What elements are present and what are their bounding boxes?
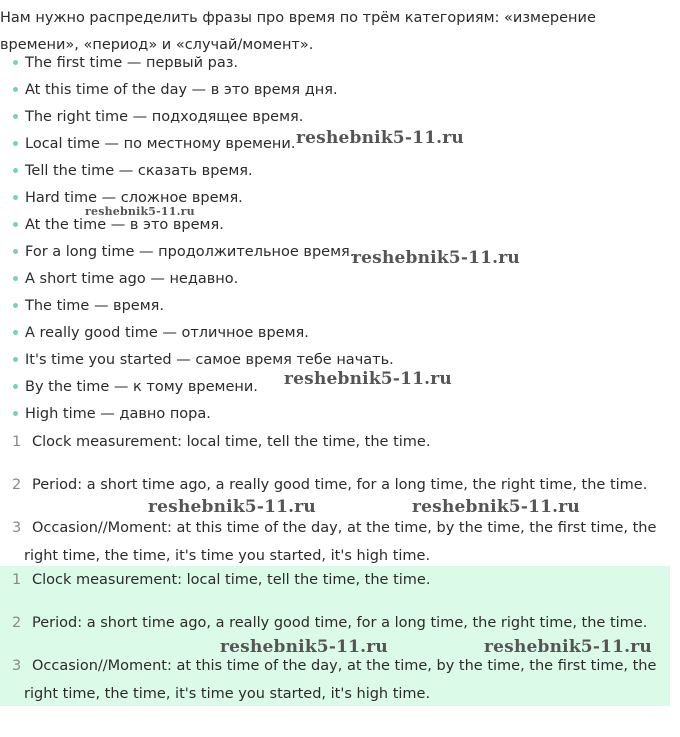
watermark: reshebnik5-11.ru (352, 248, 520, 268)
answer-number: 2 (12, 477, 22, 493)
bullet-icon (13, 357, 18, 362)
answer-item: 3 Occasion//Moment: at this time of the day, at the time, by the time, the first time, the right time, the time, it's time you started, it's high time. (0, 652, 660, 708)
answer-item: 1 Clock measurement: local time, tell the time, the time. (0, 566, 660, 594)
bullet-icon (13, 195, 18, 200)
list-item: At this time of the day — в это время дня. (0, 77, 394, 104)
bullet-icon (13, 168, 18, 173)
bullet-icon (13, 141, 18, 146)
answer-number: 3 (12, 520, 22, 536)
watermark: reshebnik5-11.ru (284, 369, 452, 389)
bullet-icon (13, 114, 18, 119)
list-item: The first time — первый раз. (0, 50, 394, 77)
bullet-icon (13, 249, 18, 254)
bullet-icon (13, 222, 18, 227)
bullet-icon (13, 411, 18, 416)
list-item: The right time — подходящее время. (0, 104, 394, 131)
watermark: reshebnik5-11.ru (220, 637, 388, 657)
answer-number: 1 (12, 572, 22, 588)
bullet-icon (13, 330, 18, 335)
answer-item: 2 Period: a short time ago, a really good time, for a long time, the right time, the time. (0, 471, 660, 499)
bullet-icon (13, 276, 18, 281)
intro-text: Нам нужно распределить фразы про время по трём категориям: «измерение времени», «период» и «случай/момент». (0, 10, 596, 53)
list-item: By the time — к тому времени. (0, 374, 394, 401)
list-item: At the time — в это время. (0, 212, 394, 239)
bullet-icon (13, 60, 18, 65)
answer-number: 1 (12, 434, 22, 450)
list-item: High time — давно пора. (0, 401, 394, 428)
bullet-icon (13, 303, 18, 308)
answer-number: 3 (12, 658, 22, 674)
watermark: reshebnik5-11.ru (296, 128, 464, 148)
list-item: Local time — по местному времени. (0, 131, 394, 158)
list-item: It's time you started — самое время тебе начать. (0, 347, 394, 374)
answer-number: 2 (12, 615, 22, 631)
bullet-icon (13, 384, 18, 389)
list-item: Tell the time — сказать время. (0, 158, 394, 185)
list-item: The time — время. (0, 293, 394, 320)
answer-item: 1 Clock measurement: local time, tell the time, the time. (0, 428, 660, 456)
watermark: reshebnik5-11.ru (412, 497, 580, 517)
highlighted-answer-block (0, 566, 670, 706)
watermark: reshebnik5-11.ru (85, 205, 195, 218)
answer-item: 2 Period: a short time ago, a really good time, for a long time, the right time, the time. (0, 609, 660, 637)
list-item: A really good time — отличное время. (0, 320, 394, 347)
list-item: For a long time — продолжительное время. (0, 239, 394, 266)
list-item: Hard time — сложное время. (0, 185, 394, 212)
watermark: reshebnik5-11.ru (484, 637, 652, 657)
answer-item: 3 Occasion//Moment: at this time of the day, at the time, by the time, the first time, the right time, the time, it's time you started, it's high time. (0, 514, 660, 570)
watermark: reshebnik5-11.ru (148, 497, 316, 517)
bullet-icon (13, 87, 18, 92)
list-item: A short time ago — недавно. (0, 266, 394, 293)
